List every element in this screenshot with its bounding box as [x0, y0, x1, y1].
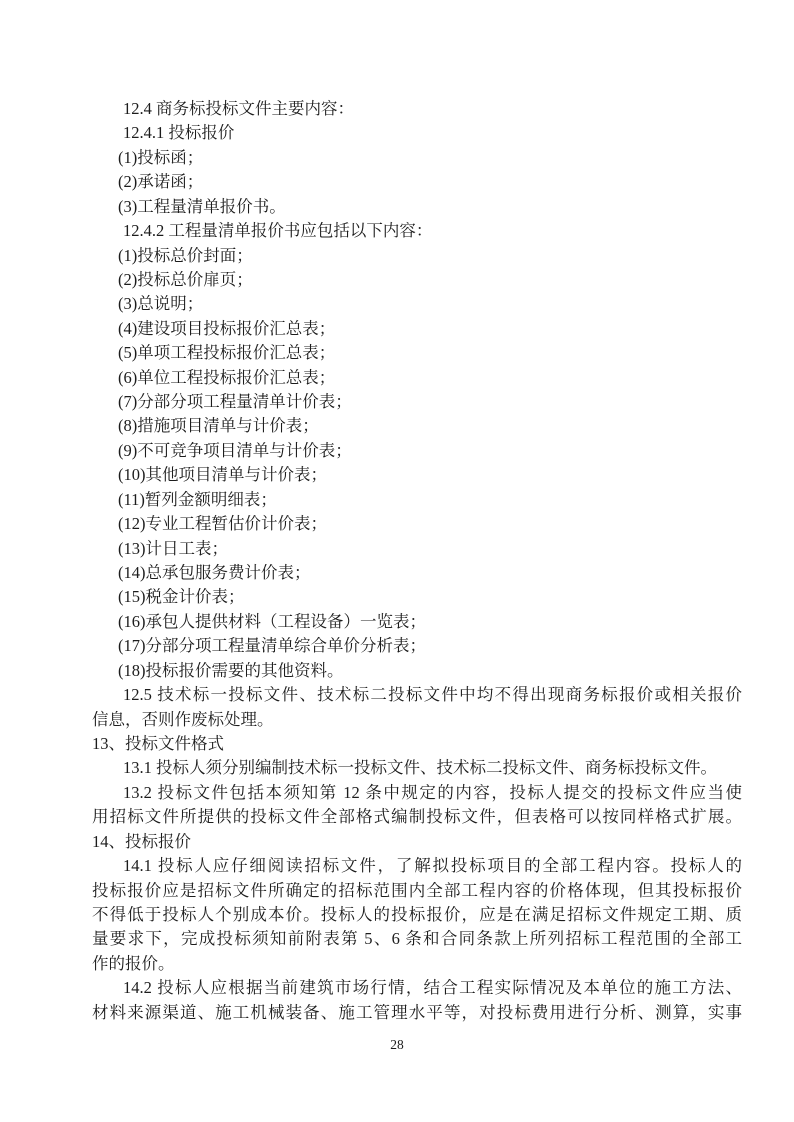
text-line: (2)投标总价扉页； — [118, 269, 253, 289]
text-line: (4)建设项目投标报价汇总表； — [118, 318, 336, 338]
text-line: 投标报价应是招标文件所确定的招标范围内全部工程内容的价格体现，但其投标报价 — [92, 880, 742, 900]
text-line: 作的报价。 — [92, 953, 175, 973]
text-line: (12)专业工程暂估价计价表； — [118, 514, 327, 534]
text-line: (7)分部分项工程量清单计价表； — [118, 392, 352, 412]
text-line: 量要求下，完成投标须知前附表第 5、6 条和合同条款上所列招标工程范围的全部工 — [92, 929, 742, 949]
text-line: 12.4.1 投标报价 — [123, 123, 235, 143]
document-body — [92, 97, 742, 1025]
text-line: 14、投标报价 — [92, 831, 191, 851]
text-line: 12.4 商务标投标文件主要内容： — [123, 99, 354, 118]
text-line: 13.2 投标文件包括本须知第 12 条中规定的内容，投标人提交的投标文件应当使 — [123, 782, 742, 802]
text-line: 13、投标文件格式 — [92, 733, 224, 753]
text-line: (3)总说明； — [118, 294, 204, 314]
text-line: 14.2 投标人应根据当前建筑市场行情，结合工程实际情况及本单位的施工方法、 — [123, 978, 742, 998]
text-line: 用招标文件所提供的投标文件全部格式编制投标文件，但表格可以按同样格式扩展。 — [92, 807, 742, 827]
text-line: (9)不可竞争项目清单与计价表； — [118, 440, 352, 460]
text-line: 12.4.2 工程量清单报价书应包括以下内容： — [123, 221, 433, 241]
text-line: (1)投标函； — [118, 147, 204, 167]
text-line: (14)总承包服务费计价表； — [118, 563, 311, 583]
text-line: (5)单项工程投标报价汇总表； — [118, 343, 336, 363]
text-line: 14.1 投标人应仔细阅读招标文件，了解拟投标项目的全部工程内容。投标人的 — [123, 856, 742, 876]
text-line: (17)分部分项工程量清单综合单价分析表； — [118, 636, 426, 656]
page-number: 28 — [390, 1037, 404, 1052]
text-line: (13)计日工表； — [118, 538, 228, 558]
text-line: 材料来源渠道、施工机械装备、施工管理水平等，对投标费用进行分析、测算，实事 — [92, 1002, 742, 1022]
text-line: (3)工程量清单报价书。 — [118, 196, 286, 216]
text-line: (8)措施项目清单与计价表； — [118, 416, 319, 436]
text-line: (10)其他项目清单与计价表； — [118, 465, 327, 485]
text-line: (6)单位工程投标报价汇总表； — [118, 367, 336, 387]
text-line: (16)承包人提供材料（工程设备）一览表； — [118, 611, 426, 631]
text-line: (15)税金计价表； — [118, 587, 245, 607]
text-line: 不得低于投标人个别成本价。投标人的投标报价，应是在满足招标文件规定工期、质 — [92, 904, 742, 924]
text-line: (11)暂列金额明细表； — [118, 489, 277, 509]
text-line: (1)投标总价封面； — [118, 245, 253, 265]
text-line: 12.5 技术标一投标文件、技术标二投标文件中均不得出现商务标报价或相关报价 — [123, 685, 742, 705]
text-line: 信息，否则作废标处理。 — [92, 709, 274, 729]
text-line: 13.1 投标人须分别编制技术标一投标文件、技术标二投标文件、商务标投标文件。 — [123, 758, 717, 778]
text-line: (18)投标报价需要的其他资料。 — [118, 660, 344, 680]
text-line: (2)承诺函； — [118, 172, 204, 192]
